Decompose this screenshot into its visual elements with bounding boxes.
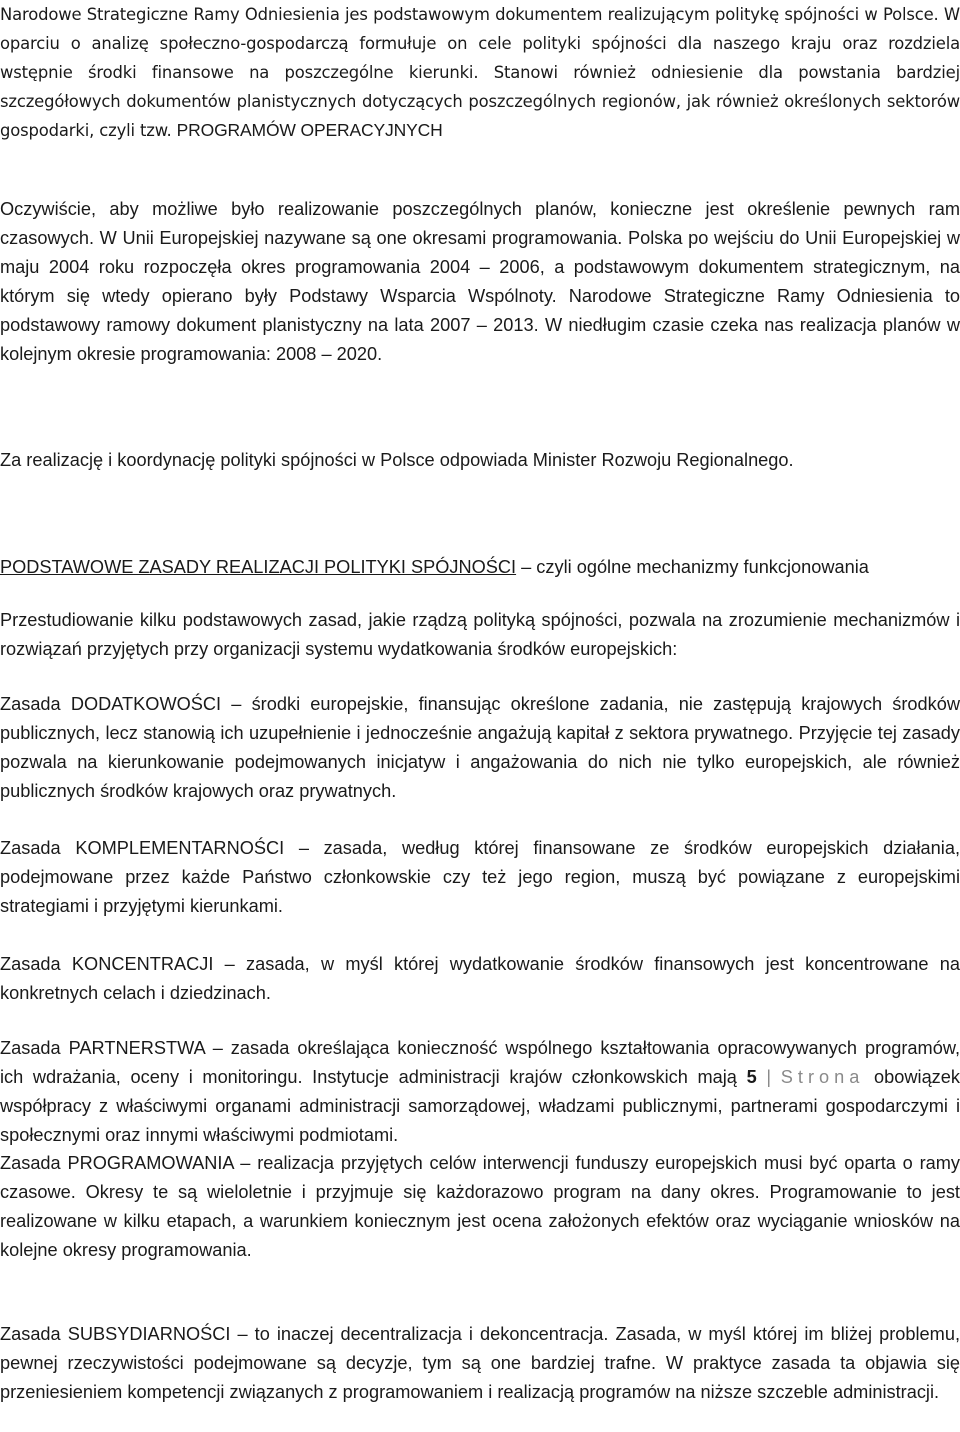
page-label: Strona [780,1067,865,1087]
intro-text: Narodowe Strategiczne Ramy Odniesienia jes podstawowym dokumentem realizującym politykę spójności w Polsce. W oparciu o analizę społeczno-gospodarczą formułuje on cele polityki spójności dla naszego kraju oraz rozdziela wstępnie środki finansowe na poszczególne kierunki. Stanowi również odniesienie dla powstania bardziej szczegółowych dokumentów planistycznych dotyczących poszczególnych regionów, jak również określonych sektorów gospodarki, czyli tzw. [0,5,960,140]
programming-periods-paragraph: Oczywiście, aby możliwe było realizowanie poszczególnych planów, konieczne jest określenie pewnych ram czasowych. W Unii Europejskiej nazywane są one okresami programowania. Polska po wejściu do Unii Europejskiej w maju 2004 roku rozpoczęła okres programowania 2004 – 2006, a podstawowym dokumentem strategicznym, na którym się wtedy opierano były Podstawy Wsparcia Wspólnoty. Narodowe Strategiczne Ramy Odniesienia to podstawowy ramowy dokument planistyczny na lata 2007 – 2013. W niedługim czasie czeka nas realizacja planów w kolejnym okresie programowania: 2008 – 2020. [0,199,960,364]
section-heading [0,553,960,582]
rule-complementarity-paragraph: Zasada KOMPLEMENTARNOŚCI – zasada, według której finansowane ze środków europejskich działania, podejmowane przez każde Państwo członkowskie czy też jego region, muszą być powiązane z europejskimi strategiami i przyjętymi kierunkami. [0,838,960,916]
rule-partnership-text-end: obowiązek współpracy z właściwymi organami administracji samorządowej, władzami publicznymi, partnerami gospodarczymi i społecznymi oraz innymi właściwymi podmiotami. [0,1067,960,1145]
study-paragraph: Przestudiowanie kilku podstawowych zasad, jakie rządzą polityką spójności, pozwala na zrozumienie mechanizmów i rozwiązań przyjętych przy organizacji systemu wydatkowania środków europejskich: [0,610,960,659]
rule-concentration-paragraph: Zasada KONCENTRACJI – zasada, w myśl której wydatkowanie środków finansowych jest koncentrowane na konkretnych celach i dziedzinach. [0,954,960,1003]
page-number: 5 [746,1067,757,1087]
rule-programming-paragraph: Zasada PROGRAMOWANIA – realizacja przyjętych celów interwencji funduszy europejskich musi być oparta o ramy czasowe. Okresy te są wieloletnie i przyjmuje się każdorazowo program na dany okres. Programowanie to jest realizowane w kilku etapach, a warunkiem koniecznym jest ocena założonych efektów oraz wyciąganie wniosków na kolejne okresy programowania. [0,1153,960,1260]
section-heading-subtitle: – czyli ogólne mechanizmy funkcjonowania [516,557,869,577]
section-heading-title: PODSTAWOWE ZASADY REALIZACJI POLITYKI SPÓJNOŚCI [0,557,517,577]
rule-additionality-paragraph: Zasada DODATKOWOŚCI – środki europejskie, finansując określone zadania, nie zastępują krajowych środków publicznych, lecz stanowią ich uzupełnienie i jednocześnie angażują kapitał z sektora prywatnego. Przyjęcie tej zasady pozwala na kierunkowanie podejmowanych inicjatyw i angażowania do nich nie tylko europejskich, ale również publicznych środków krajowych oraz prywatnych. [0,694,960,801]
rule-subsidiarity-paragraph: Zasada SUBSYDIARNOŚCI – to inaczej decentralizacja i dekoncentracja. Zasada, w myśl której im bliżej problemu, pewnej rzeczywistości podejmowane są decyzje, tym są one bardziej trafne. W praktyce zasada ta objawia się przeniesieniem kompetencji związanych z programowaniem i realizacją programów na niższe szczeble administracji. [0,1324,960,1402]
page-number-separator: | [766,1067,772,1087]
rule-partnership-text-start: Zasada PARTNERSTWA – zasada określająca konieczność wspólnego kształtowania opracowywanych programów, ich wdrażania, oceny i monitoringu. Instytucje administracji krajów członkowskich mają [0,1038,960,1087]
intro-acronym: PROGRAMÓW OPERACYJNYCH [176,120,443,140]
minister-paragraph: Za realizację i koordynację polityki spójności w Polsce odpowiada Minister Rozwoju Regionalnego. [0,450,794,470]
rule-partnership-paragraph [0,1034,960,1150]
intro-paragraph [0,0,960,145]
